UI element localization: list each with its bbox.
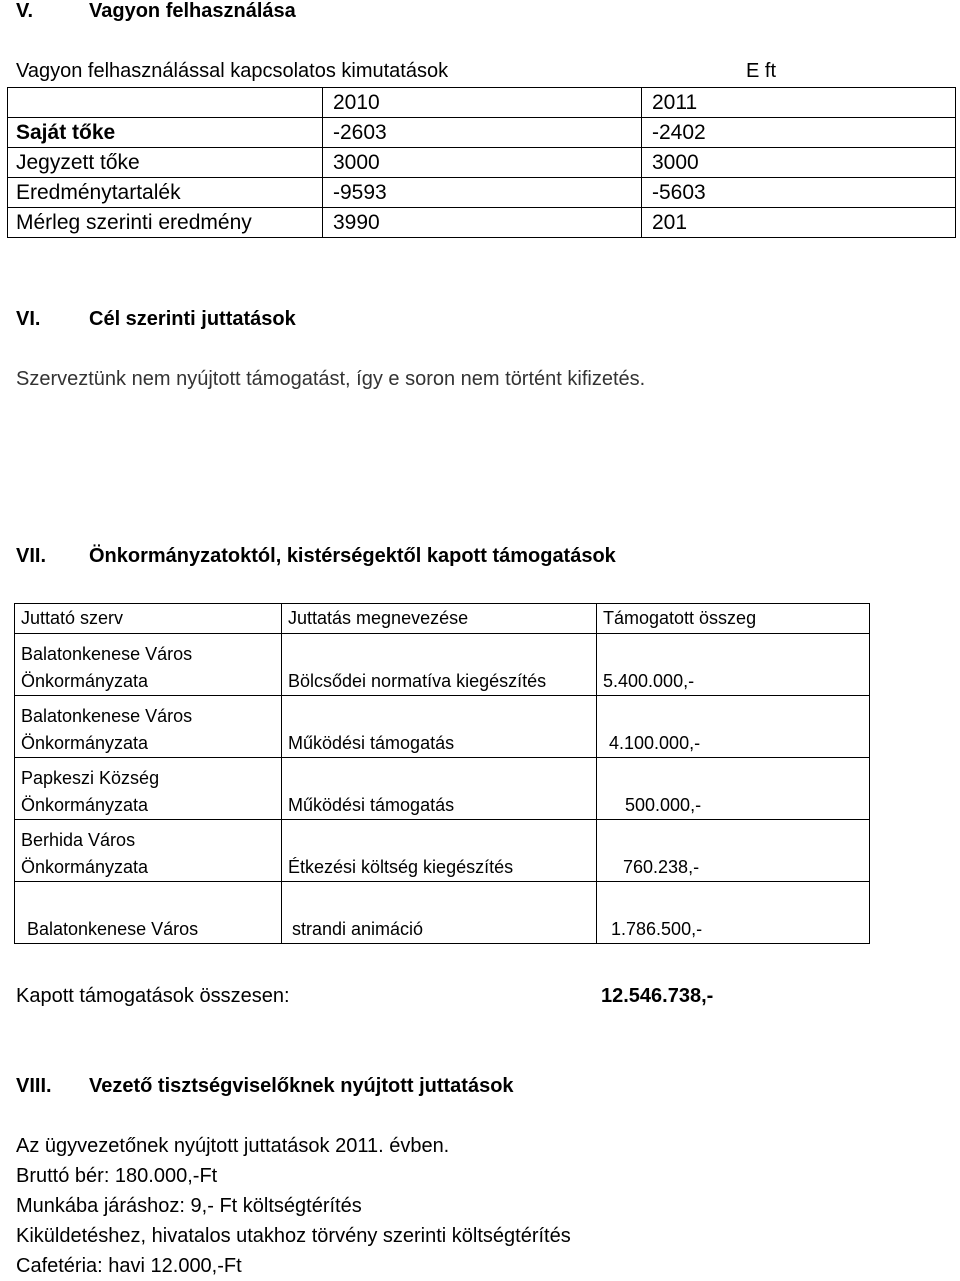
table-row [15,882,870,944]
donor-suffix: Önkormányzata [21,795,149,815]
support-amount: 760.238,- [597,820,870,882]
section-viii-title: Vezető tisztségviselőknek nyújtott juttatások [89,1075,514,1097]
benefit-line: Az ügyvezetőnek nyújtott juttatások 2011. évben. [16,1135,450,1157]
section-v-subtitle: Vagyon felhasználással kapcsolatos kimutatások [16,60,449,82]
support-amount: 4.100.000,- [597,696,870,758]
row-label: Eredménytartalék [8,178,323,208]
row-label: Mérleg szerinti eredmény [8,208,323,238]
benefit-line: Munkába járáshoz: 9,- Ft költségtérítés [16,1195,362,1217]
table-header-cell [8,88,323,118]
support-name: Működési támogatás [282,696,597,758]
donor-name: Balatonkenese Város [21,644,193,664]
support-table [14,603,870,944]
row-value-2010: -2603 [323,118,642,148]
donor-suffix: Önkormányzata [21,733,149,753]
section-vi-title: Cél szerinti juttatások [89,308,296,330]
section-vi-text: Szerveztünk nem nyújtott támogatást, így e soron nem történt kifizetés. [16,368,646,390]
row-value-2010: -9593 [323,178,642,208]
table-row [15,634,870,696]
support-amount: 500.000,- [597,758,870,820]
asset-table [7,87,956,238]
donor-suffix: Önkormányzata [21,857,149,877]
support-name: Működési támogatás [282,758,597,820]
row-value-2010: 3000 [323,148,642,178]
table-row [15,820,870,882]
table-row [15,696,870,758]
donor-name: Berhida Város [21,830,136,850]
total-label: Kapott támogatások összesen: [16,985,290,1007]
table-row [8,148,956,178]
donor-cell [15,696,282,758]
table-row [8,178,956,208]
table-header-cell: 2010 [323,88,642,118]
support-name: Bölcsődei normatíva kiegészítés [282,634,597,696]
row-label: Saját tőke [8,118,323,148]
donor-cell [15,758,282,820]
benefit-line: Kiküldetéshez, hivatalos utakhoz törvény szerinti költségtérítés [16,1225,571,1247]
row-value-2011: 201 [642,208,956,238]
section-v-title: Vagyon felhasználása [89,0,296,22]
donor-cell [15,634,282,696]
table-row [15,758,870,820]
support-amount: 1.786.500,- [597,882,870,944]
donor-cell [15,820,282,882]
donor-name: Balatonkenese Város [21,706,193,726]
section-vii-number: VII. [16,545,47,567]
section-vii-title: Önkormányzatoktól, kistérségektől kapott támogatások [89,545,616,567]
donor-suffix: Önkormányzata [21,671,149,691]
donor-name: Papkeszi Község [21,768,160,788]
row-label: Jegyzett tőke [8,148,323,178]
support-name: Étkezési költség kiegészítés [282,820,597,882]
table-row [8,118,956,148]
donor-suffix: Balatonkenese Város [27,919,199,939]
benefit-line: Bruttó bér: 180.000,-Ft [16,1165,218,1187]
row-value-2010: 3990 [323,208,642,238]
benefit-line: Cafetéria: havi 12.000,-Ft [16,1255,242,1277]
support-name: strandi animáció [282,882,597,944]
table-header-row [8,88,956,118]
section-vi-number: VI. [16,308,41,330]
table-header-cell: Támogatott összeg [597,604,870,634]
support-amount: 5.400.000,- [597,634,870,696]
table-header-row [15,604,870,634]
table-header-cell: 2011 [642,88,956,118]
total-value: 12.546.738,- [601,985,714,1007]
section-viii-number: VIII. [16,1075,52,1097]
row-value-2011: -5603 [642,178,956,208]
donor-cell [15,882,282,944]
table-header-cell: Juttató szerv [15,604,282,634]
table-row [8,208,956,238]
row-value-2011: 3000 [642,148,956,178]
section-v-number: V. [16,0,34,22]
table-header-cell: Juttatás megnevezése [282,604,597,634]
unit-label: E ft [746,60,777,82]
row-value-2011: -2402 [642,118,956,148]
